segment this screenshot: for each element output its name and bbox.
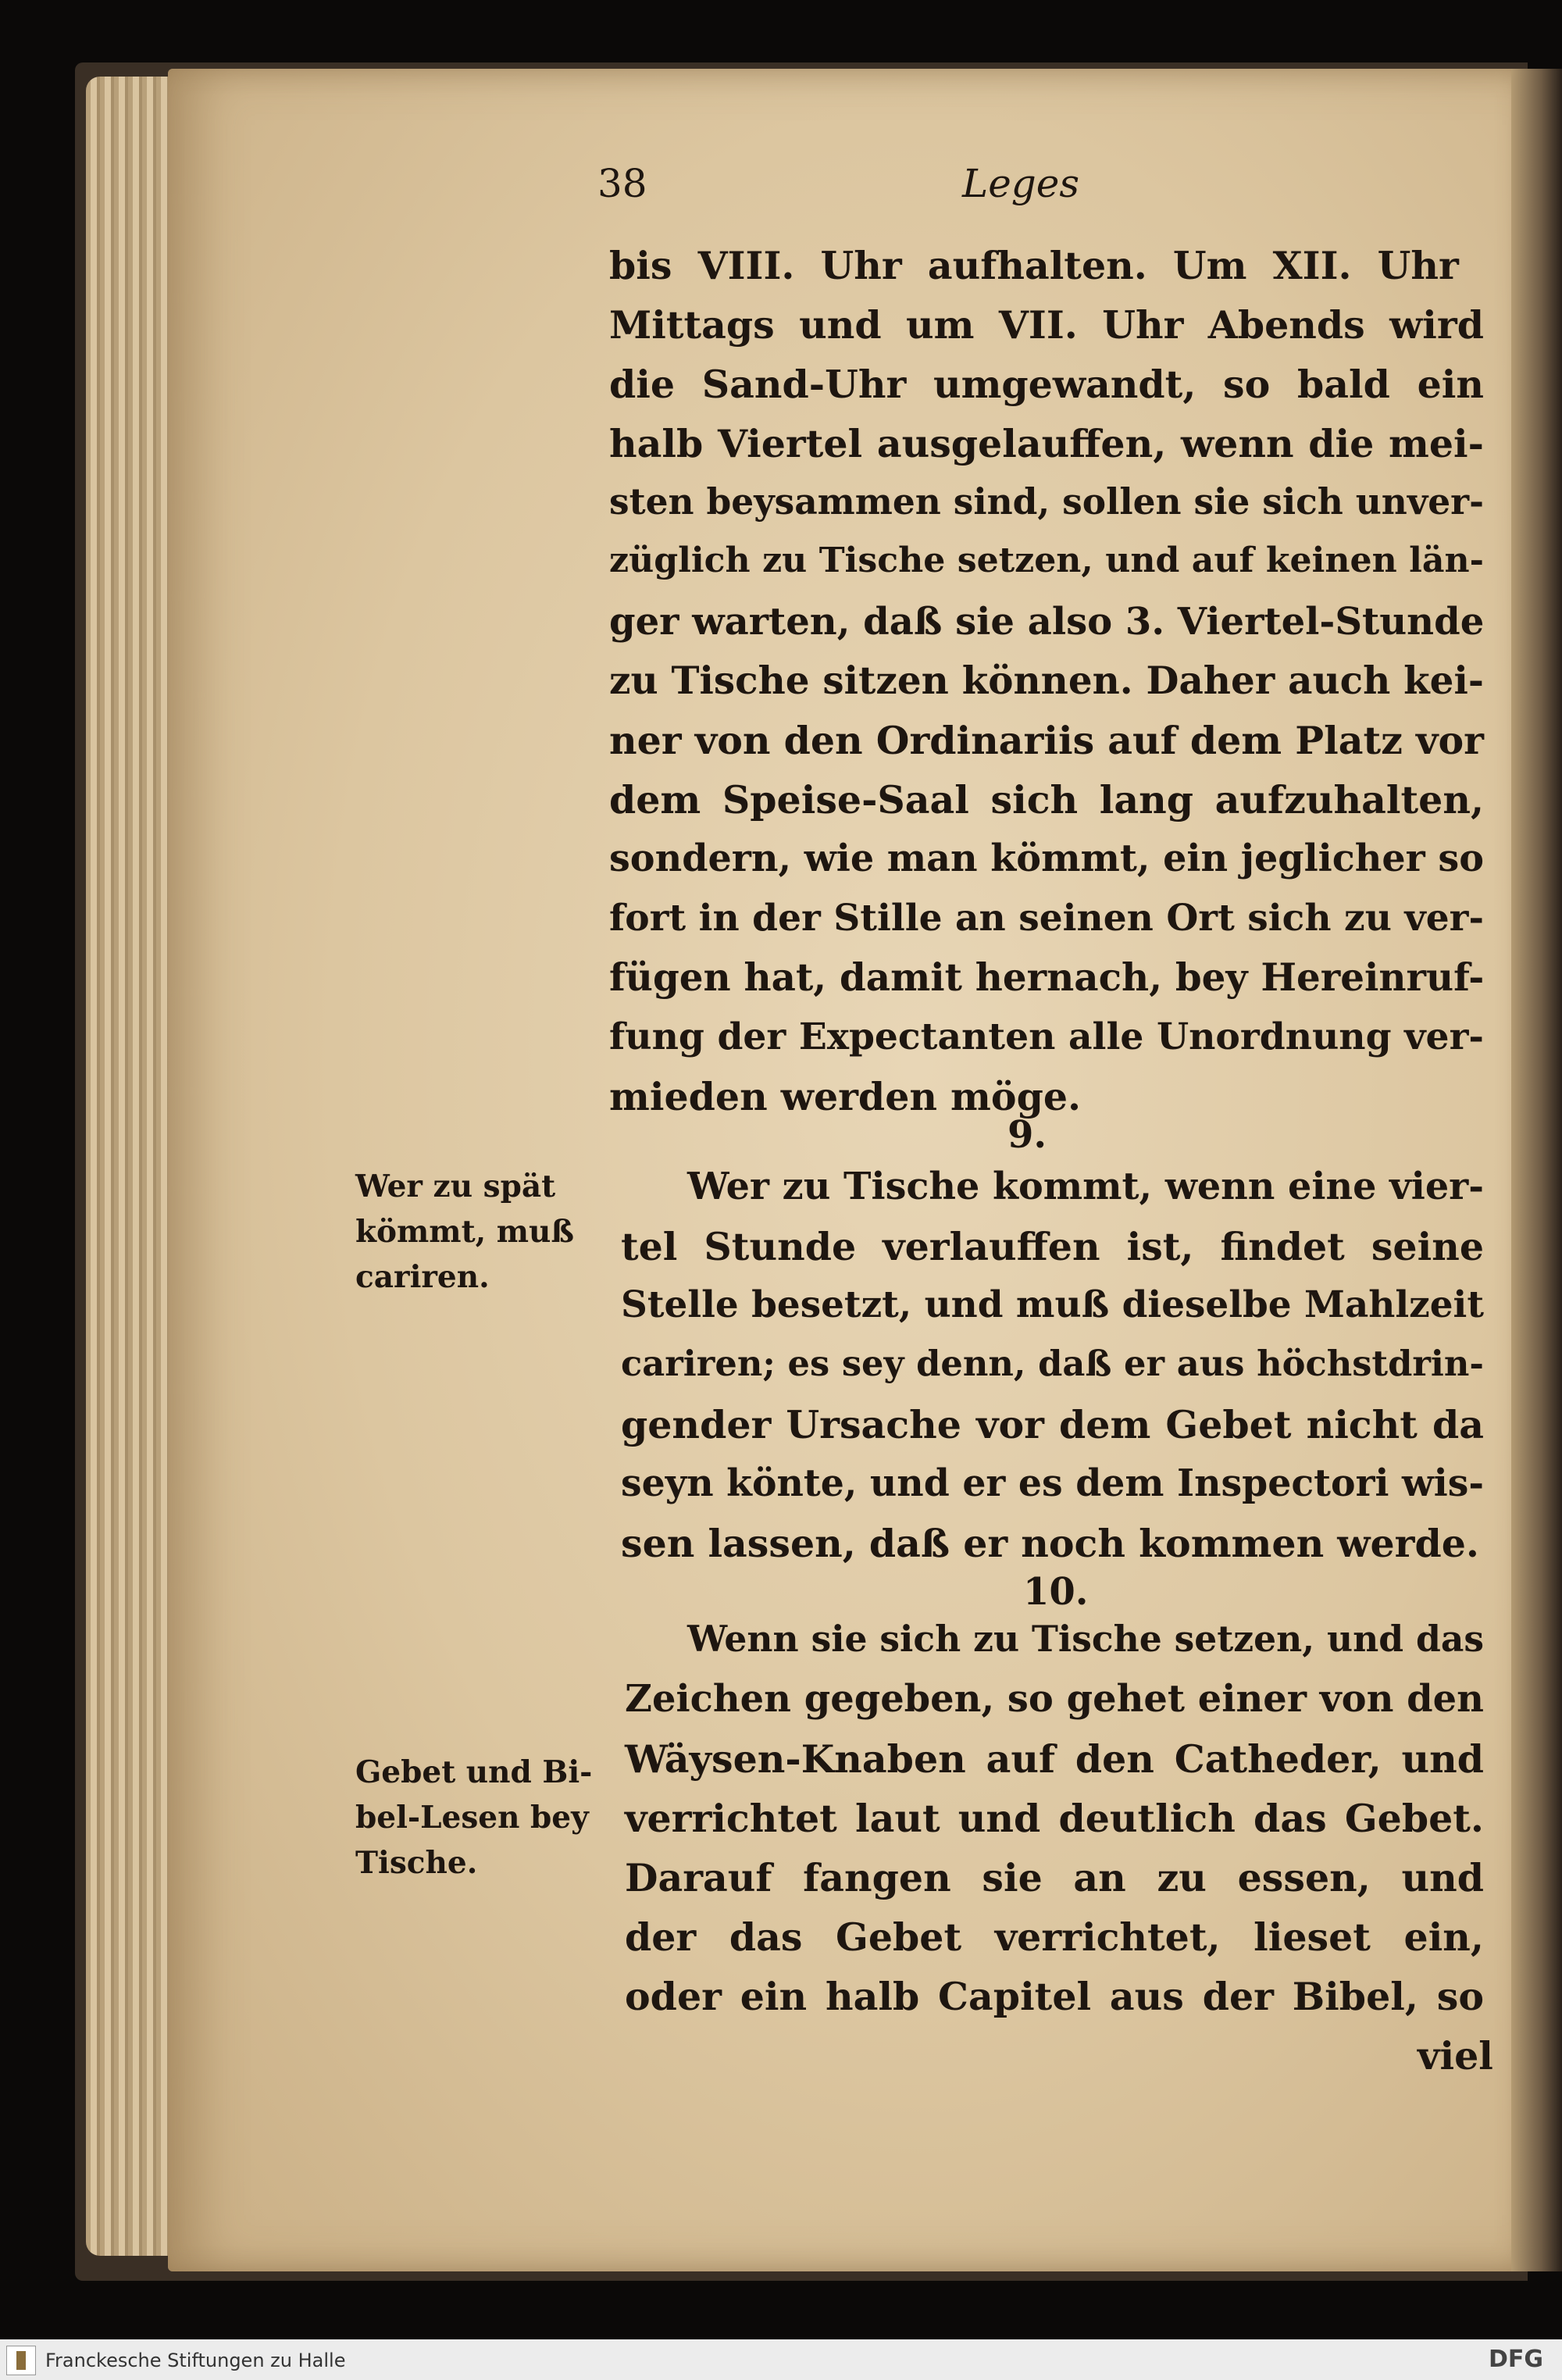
dfg-logo: DFG (1488, 2346, 1543, 2373)
section-number: 10. (1023, 1570, 1089, 1614)
text-line: ger warten, daß sie also 3. Viertel-Stunde (609, 600, 1485, 644)
institution-logo-icon (6, 2346, 36, 2375)
text-line: halb Viertel ausgelauffen, wenn die mei- (609, 421, 1484, 466)
text-line: bis VIII. Uhr aufhalten. Um XII. Uhr (609, 243, 1459, 288)
text-line: Wenn sie sich zu Tische setzen, und das (687, 1618, 1484, 1660)
text-line: züglich zu Tische setzen, und auf keinen län- (609, 541, 1484, 580)
page-number: 38 (597, 161, 647, 206)
text-line: der das Gebet verrichtet, lieset ein, (625, 1914, 1484, 1960)
text-line: seyn könte, und er es dem Inspectori wis- (621, 1462, 1484, 1505)
text-line: sondern, wie man kömmt, ein jeglicher so (609, 837, 1484, 880)
text-line: Darauf fangen sie an zu essen, und (625, 1855, 1484, 1900)
text-line: sen lassen, daß er noch kommen werde. (621, 1521, 1479, 1566)
text-line: zu Tische sitzen können. Daher auch kei- (609, 659, 1484, 703)
text-line: Zeichen gegeben, so gehet einer von den (625, 1677, 1484, 1721)
text-line: ner von den Ordinariis auf dem Platz vor (609, 718, 1484, 763)
text-line: Mittags und um VII. Uhr Abends wird (609, 302, 1484, 348)
text-line: verrichtet laut und deutlich das Gebet. (625, 1796, 1484, 1841)
text-line: cariren; es sey denn, daß er aus höchstdrin- (621, 1343, 1484, 1384)
text-line: fort in der Stille an seinen Ort sich zu ver- (609, 897, 1484, 940)
text-line: die Sand-Uhr umgewandt, so bald ein (609, 362, 1484, 407)
institution-name: Franckesche Stiftungen zu Halle (45, 2350, 346, 2371)
text-line: fügen hat, damit hernach, bey Hereinruf- (609, 956, 1485, 1000)
text-line: gender Ursache vor dem Gebet nicht da (621, 1402, 1484, 1447)
text-line: oder ein halb Capitel aus der Bibel, so (625, 1974, 1484, 2019)
running-head: Leges (962, 161, 1080, 206)
viewer-footer (0, 2339, 1562, 2380)
catchword: viel (1418, 2033, 1493, 2078)
section-number: 9. (1007, 1113, 1047, 1157)
text-line: Stelle besetzt, und muß dieselbe Mahlzeit (621, 1283, 1484, 1326)
text-line: sten beysammen sind, sollen sie sich unver- (609, 480, 1484, 523)
text-line: fung der Expectanten alle Unordnung ver- (609, 1015, 1484, 1058)
text-line: Wäysen-Knaben auf den Catheder, und (625, 1736, 1484, 1782)
margin-note: Wer zu spät kömmt, muß cariren. (355, 1169, 574, 1295)
text-line: Wer zu Tische kommt, wenn eine vier- (687, 1165, 1484, 1208)
margin-note: Gebet und Bi- bel-Lesen bey Tische. (355, 1754, 593, 1881)
text-line: dem Speise-Saal sich lang aufzuhalten, (609, 777, 1484, 822)
text-line: tel Stunde verlauffen ist, findet seine (621, 1224, 1484, 1269)
book-gutter (1511, 69, 1562, 2271)
text-line: mieden werden möge. (609, 1074, 1082, 1119)
